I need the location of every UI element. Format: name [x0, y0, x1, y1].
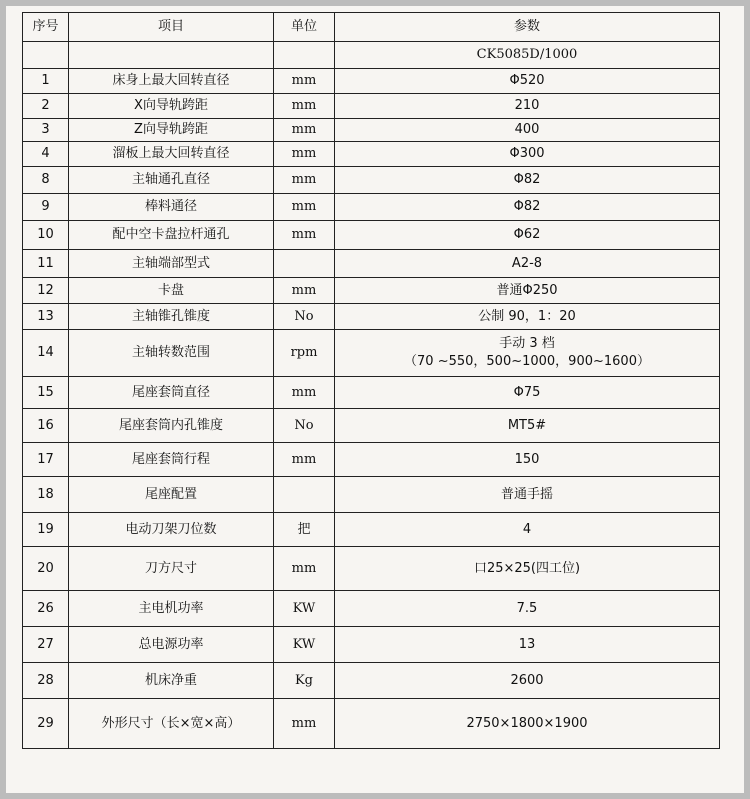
row-unit: mm — [274, 194, 335, 221]
row-no: 16 — [23, 409, 69, 443]
row-item: 总电源功率 — [69, 627, 274, 663]
table-row — [23, 119, 720, 142]
row-value — [335, 663, 720, 699]
table-header-row — [23, 13, 720, 42]
row-unit: mm — [274, 69, 335, 94]
row-value — [335, 699, 720, 749]
table-row — [23, 278, 720, 304]
row-item: 床身上最大回转直径 — [69, 69, 274, 94]
table-row — [23, 330, 720, 377]
row-unit: mm — [274, 443, 335, 477]
row-no: 28 — [23, 663, 69, 699]
row-item: 电动刀架刀位数 — [69, 513, 274, 547]
model-no-cell — [23, 42, 69, 69]
row-value-line: 7.5 — [516, 600, 538, 616]
row-unit: mm — [274, 167, 335, 194]
row-value — [335, 94, 720, 119]
row-no: 17 — [23, 443, 69, 477]
row-item: 外形尺寸（长×宽×高） — [69, 699, 274, 749]
model-unit-cell — [274, 42, 335, 69]
row-unit: rpm — [274, 330, 335, 377]
row-value — [335, 304, 720, 330]
row-value-line: Φ82 — [513, 199, 541, 214]
row-item: 主电机功率 — [69, 591, 274, 627]
table-row — [23, 699, 720, 749]
row-value-line: MT5# — [507, 417, 547, 433]
row-value — [335, 221, 720, 250]
model-value: CK5085D/1000 — [335, 42, 720, 69]
model-row — [23, 42, 720, 69]
row-value — [335, 377, 720, 409]
row-value — [335, 278, 720, 304]
row-item: 尾座配置 — [69, 477, 274, 513]
row-value — [335, 443, 720, 477]
row-item: 尾座套筒行程 — [69, 443, 274, 477]
row-value-line: Φ82 — [513, 172, 541, 187]
row-item: X向导轨跨距 — [69, 94, 274, 119]
row-unit: KW — [274, 591, 335, 627]
row-value-line: A2-8 — [511, 255, 543, 271]
table-row — [23, 477, 720, 513]
table-row — [23, 167, 720, 194]
row-value-line: 210 — [514, 98, 540, 113]
table-row — [23, 443, 720, 477]
table-row — [23, 250, 720, 278]
row-unit: mm — [274, 221, 335, 250]
row-item: 配中空卡盘拉杆通孔 — [69, 221, 274, 250]
row-item: 尾座套筒内孔锥度 — [69, 409, 274, 443]
row-no: 8 — [23, 167, 69, 194]
row-value-line: 150 — [514, 451, 540, 467]
row-value-line: 普通Φ250 — [496, 282, 558, 298]
header-param: 参数 — [335, 13, 720, 42]
row-value — [335, 142, 720, 167]
row-no: 20 — [23, 547, 69, 591]
row-value — [335, 513, 720, 547]
row-value-line: 4 — [522, 521, 532, 537]
row-item: 主轴通孔直径 — [69, 167, 274, 194]
header-unit: 单位 — [274, 13, 335, 42]
row-value — [335, 69, 720, 94]
row-no: 1 — [23, 69, 69, 94]
table-row — [23, 513, 720, 547]
row-value-line: 公制 90，1：20 — [478, 308, 576, 324]
row-item: 尾座套筒直径 — [69, 377, 274, 409]
row-unit: mm — [274, 699, 335, 749]
row-no: 15 — [23, 377, 69, 409]
row-unit: mm — [274, 119, 335, 142]
row-no: 9 — [23, 194, 69, 221]
row-unit: No — [274, 304, 335, 330]
table-row — [23, 221, 720, 250]
row-item: 主轴端部型式 — [69, 250, 274, 278]
row-value — [335, 591, 720, 627]
row-value-line: 普通手摇 — [500, 486, 553, 502]
row-value-line: 手动 3 档 — [499, 336, 555, 351]
row-value — [335, 194, 720, 221]
row-value — [335, 250, 720, 278]
row-no: 10 — [23, 221, 69, 250]
document-frame — [6, 6, 744, 793]
row-no: 12 — [23, 278, 69, 304]
row-no: 14 — [23, 330, 69, 377]
row-no: 26 — [23, 591, 69, 627]
header-no: 序号 — [23, 13, 69, 42]
table-row — [23, 194, 720, 221]
row-no: 11 — [23, 250, 69, 278]
row-unit: 把 — [274, 513, 335, 547]
row-item: Z向导轨跨距 — [69, 119, 274, 142]
row-item: 卡盘 — [69, 278, 274, 304]
row-no: 19 — [23, 513, 69, 547]
row-value-line: 口25×25(四工位) — [473, 560, 581, 576]
row-value-line: 13 — [518, 636, 536, 652]
table-row — [23, 69, 720, 94]
row-unit: mm — [274, 142, 335, 167]
table-row — [23, 377, 720, 409]
row-value — [335, 547, 720, 591]
row-unit: Kg — [274, 663, 335, 699]
row-unit: mm — [274, 377, 335, 409]
table-row — [23, 663, 720, 699]
row-unit: No — [274, 409, 335, 443]
row-item: 棒料通径 — [69, 194, 274, 221]
row-item: 刀方尺寸 — [69, 547, 274, 591]
row-item: 主轴转数范围 — [69, 330, 274, 377]
row-value-line: 2750×1800×1900 — [466, 715, 588, 731]
table-row — [23, 591, 720, 627]
row-value — [335, 627, 720, 663]
row-value — [335, 477, 720, 513]
header-item: 项目 — [69, 13, 274, 42]
table-row — [23, 627, 720, 663]
table-row — [23, 142, 720, 167]
row-value-line: Φ300 — [509, 146, 545, 161]
row-item: 溜板上最大回转直径 — [69, 142, 274, 167]
row-no: 18 — [23, 477, 69, 513]
row-no: 29 — [23, 699, 69, 749]
row-unit: mm — [274, 94, 335, 119]
model-item-cell — [69, 42, 274, 69]
row-unit: mm — [274, 547, 335, 591]
row-item: 主轴锥孔锥度 — [69, 304, 274, 330]
row-value-line: Φ520 — [509, 73, 545, 88]
table-row — [23, 94, 720, 119]
row-value — [335, 167, 720, 194]
row-unit: mm — [274, 278, 335, 304]
row-unit — [274, 250, 335, 278]
row-value-line: 2600 — [510, 672, 544, 688]
row-no: 4 — [23, 142, 69, 167]
row-value — [335, 119, 720, 142]
row-value-line: Φ62 — [513, 227, 541, 242]
row-no: 13 — [23, 304, 69, 330]
row-value-line: 400 — [514, 122, 540, 137]
row-unit — [274, 477, 335, 513]
table-row — [23, 409, 720, 443]
row-no: 2 — [23, 94, 69, 119]
row-value — [335, 409, 720, 443]
row-unit: KW — [274, 627, 335, 663]
row-item: 机床净重 — [69, 663, 274, 699]
row-value-line-2: （70 ~550，500~1000，900~1600） — [404, 354, 650, 369]
row-value-line: Φ75 — [513, 384, 541, 400]
table-row — [23, 304, 720, 330]
row-no: 27 — [23, 627, 69, 663]
row-value — [335, 330, 720, 377]
table-row — [23, 547, 720, 591]
spec-table — [22, 12, 720, 749]
row-no: 3 — [23, 119, 69, 142]
